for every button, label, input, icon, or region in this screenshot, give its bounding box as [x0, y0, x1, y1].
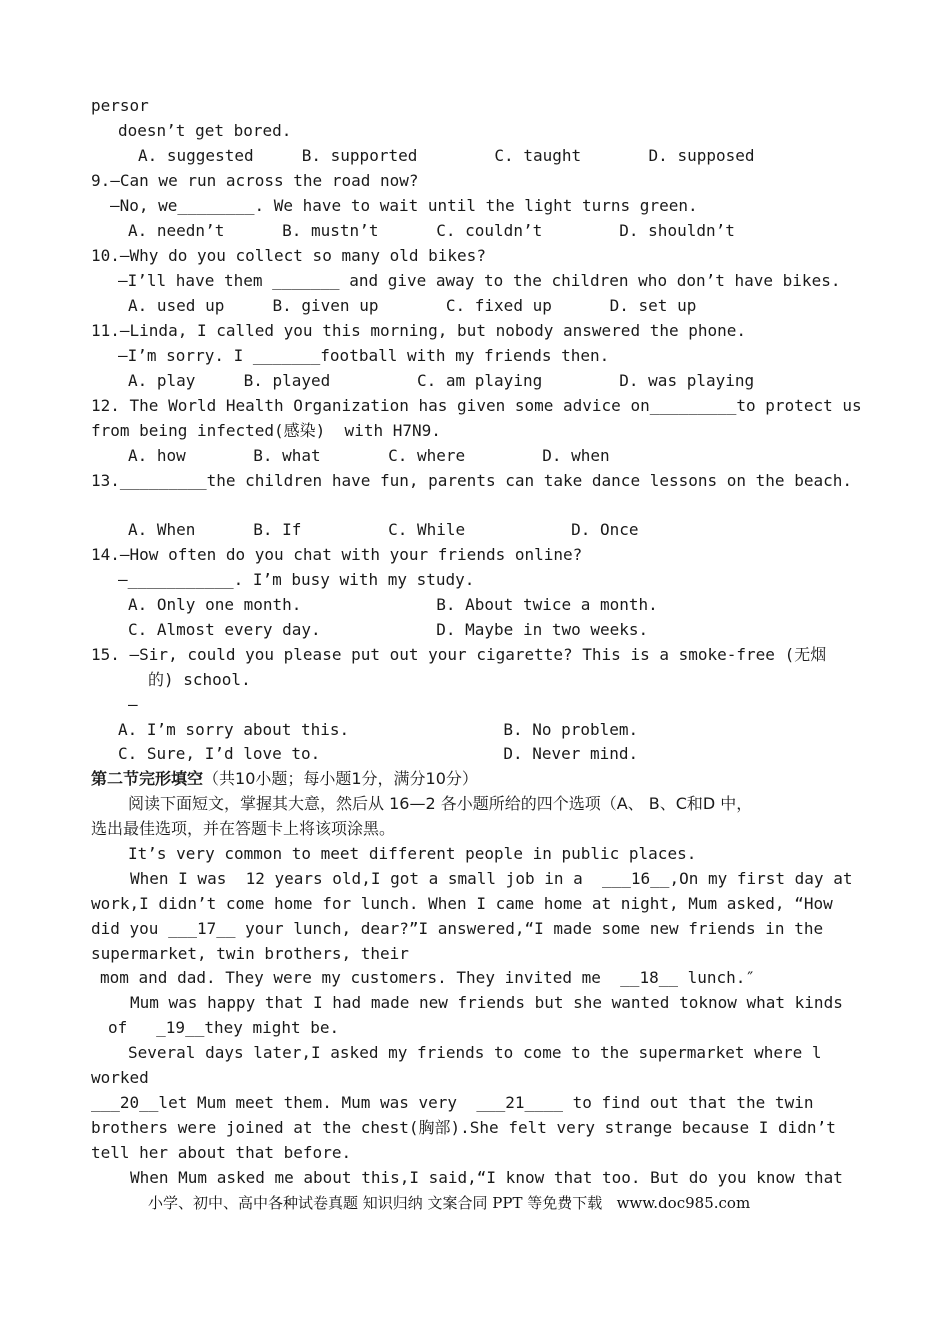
- question-line: 10.—Why do you collect so many old bikes?: [91, 246, 486, 265]
- question-line: A. When B. If C. While D. Once: [128, 520, 639, 539]
- passage-line: of _19__they might be.: [108, 1018, 340, 1037]
- section-title: 第二节完形填空: [91, 769, 204, 788]
- question-line: —No, we________. We have to wait until the light turns green.: [110, 196, 698, 215]
- question-line: 15. —Sir, could you please put out your cigarette? This is a smoke-free (无烟: [91, 645, 827, 664]
- passage-line: ___20__let Mum meet them. Mum was very ___21____ to find out that the twin: [91, 1093, 814, 1112]
- question-line: A. I’m sorry about this. B. No problem.: [118, 720, 639, 739]
- passage-line: Several days later,I asked my friends to come to the supermarket where l: [128, 1043, 822, 1062]
- passage-line: When I was 12 years old,I got a small job in a ___16__,On my first day at: [130, 869, 853, 888]
- page-footer: 小学、初中、高中各种试卷真题 知识归纳 文案合同 PPT 等免费下载 www.doc985.com: [148, 1194, 751, 1212]
- passage-line: supermarket, twin brothers, their: [91, 944, 409, 963]
- question-line: —I’m sorry. I _______football with my friends then.: [118, 346, 610, 365]
- question-line: A. needn’t B. mustn’t C. couldn’t D. shouldn’t: [128, 221, 735, 240]
- passage-line: tell her about that before.: [91, 1143, 352, 1162]
- question-line: —___________. I’m busy with my study.: [118, 570, 475, 589]
- question-line: —I’ll have them _______ and give away to the children who don’t have bikes.: [118, 271, 841, 290]
- question-line: —: [128, 695, 138, 714]
- question-line: A. suggested B. supported C. taught D. supposed: [138, 146, 755, 165]
- question-line: A. how B. what C. where D. when: [128, 446, 610, 465]
- question-line: A. used up B. given up C. fixed up D. set up: [128, 296, 697, 315]
- passage-line: When Mum asked me about this,I said,“I know that too. But do you know that: [130, 1168, 843, 1187]
- question-line: C. Almost every day. D. Maybe in two weeks.: [128, 620, 649, 639]
- question-line: doesn’t get bored.: [118, 121, 292, 140]
- question-line: from being infected(感染) with H7N9.: [91, 421, 441, 440]
- passage-line: mom and dad. They were my customers. They invited me __18__ lunch.″: [100, 968, 756, 987]
- passage-line: did you ___17__ your lunch, dear?”I answered,“I made some new friends in the: [91, 919, 824, 938]
- question-line: 9.—Can we run across the road now?: [91, 171, 419, 190]
- question-line: 12. The World Health Organization has given some advice on_________to protect us: [91, 396, 862, 415]
- passage-line: worked: [91, 1068, 149, 1087]
- question-line: persor: [91, 96, 149, 115]
- passage-line: work,I didn’t come home for lunch. When I came home at night, Mum asked, “How: [91, 894, 833, 913]
- question-line: A. play B. played C. am playing D. was playing: [128, 371, 755, 390]
- section-score-info: （共10小题；每小题1分，满分10分）: [203, 769, 478, 788]
- instruction-line-2: 选出最佳选项，并在答题卡上将该项涂黑。: [91, 819, 396, 838]
- question-line: 13._________the children have fun, parents can take dance lessons on the beach.: [91, 471, 852, 490]
- section-heading: [91, 769, 478, 789]
- question-line: 14.—How often do you chat with your friends online?: [91, 545, 583, 564]
- passage-line: brothers were joined at the chest(胸部).She felt very strange because I didn’t: [91, 1118, 836, 1137]
- passage-line: It’s very common to meet different people in public places.: [128, 844, 697, 863]
- question-line: C. Sure, I’d love to. D. Never mind.: [118, 744, 639, 763]
- instruction-line-1: 阅读下面短文，掌握其大意，然后从 16—2 各小题所给的四个选项（A、 B、C和D 中，: [128, 794, 753, 813]
- question-line: A. Only one month. B. About twice a month.: [128, 595, 658, 614]
- question-line: 的) school.: [148, 670, 251, 689]
- passage-line: Mum was happy that I had made new friends but she wanted toknow what kinds: [130, 993, 843, 1012]
- question-line: 11.—Linda, I called you this morning, but nobody answered the phone.: [91, 321, 747, 340]
